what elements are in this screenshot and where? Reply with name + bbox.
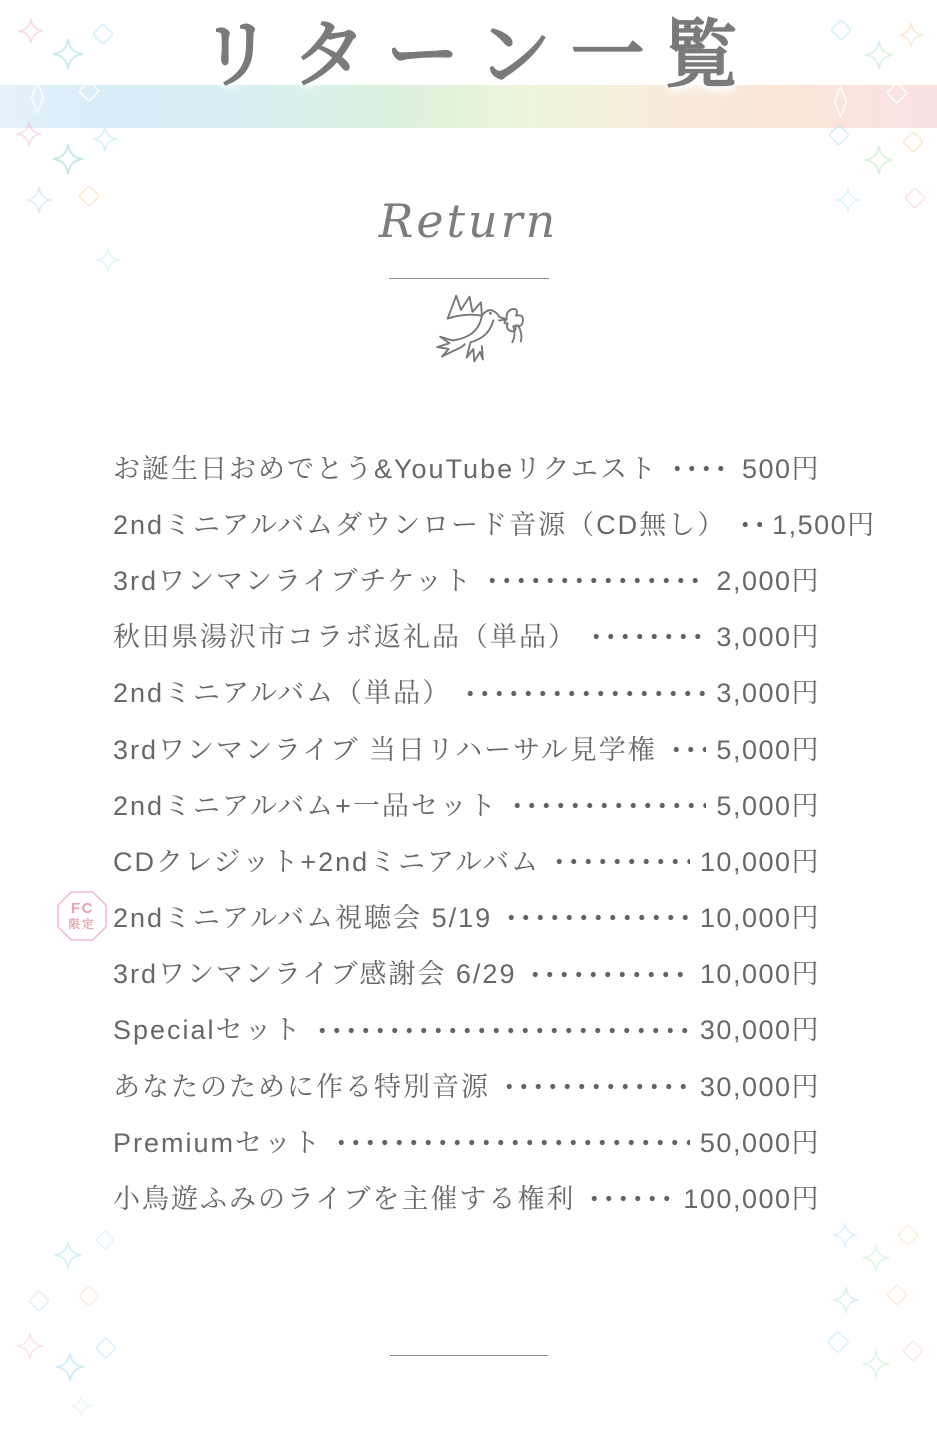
return-item-row <box>68 888 820 944</box>
sparkle-icon <box>862 1350 890 1378</box>
sparkle-icon <box>92 126 118 152</box>
return-item-label: 2ndミニアルバム視聴会 5/19 <box>113 903 493 934</box>
return-item-price: 50,000円 <box>699 1127 820 1158</box>
sparkle-icon <box>76 1283 102 1309</box>
sparkle-icon <box>55 1352 85 1382</box>
heading-divider <box>389 278 549 279</box>
return-item-row <box>113 944 820 1000</box>
return-item-label: Premiumセット <box>113 1127 323 1158</box>
return-item-price: 3,000円 <box>716 678 820 709</box>
sparkle-icon <box>54 1241 82 1269</box>
dove-ribbon-icon <box>432 290 528 368</box>
return-item-price: 500円 <box>741 453 820 484</box>
dotted-leader <box>552 847 690 875</box>
return-item-row <box>113 494 876 550</box>
sparkle-icon <box>862 1244 890 1272</box>
return-item-label: 2ndミニアルバム+一品セット <box>113 790 498 821</box>
return-item-price: 5,000円 <box>716 734 820 765</box>
sparkle-icon <box>895 1222 921 1248</box>
return-item-label: 小鳥遊ふみのライブを主催する権利 <box>113 1184 576 1215</box>
sparkle-icon <box>70 1395 92 1417</box>
return-list <box>68 438 876 1225</box>
sparkle-icon <box>864 145 894 175</box>
dotted-leader <box>528 960 689 988</box>
return-item-row <box>113 607 820 663</box>
page-title: リターン一覧 <box>199 15 758 97</box>
footer-divider <box>390 1355 548 1356</box>
sparkle-icon <box>900 1338 926 1364</box>
dotted-leader <box>738 510 762 538</box>
return-item-price: 3,000円 <box>716 622 820 653</box>
dotted-leader <box>510 791 707 819</box>
fc-badge-subtext: 限定 <box>68 918 96 931</box>
return-item-row <box>113 831 820 887</box>
return-item-price: 2,000円 <box>716 565 820 596</box>
return-item-price: 30,000円 <box>699 1015 820 1046</box>
dotted-leader <box>315 1016 690 1044</box>
sparkle-icon <box>26 1288 52 1314</box>
dotted-leader <box>334 1128 690 1156</box>
return-item-row <box>113 663 820 719</box>
return-item-price: 30,000円 <box>699 1071 820 1102</box>
dotted-leader <box>504 904 690 932</box>
return-item-label: 2ndミニアルバム（単品） <box>113 678 452 709</box>
return-item-row <box>113 1112 820 1168</box>
sparkle-icon <box>93 1228 117 1252</box>
dotted-leader <box>463 679 706 707</box>
return-item-price: 10,000円 <box>699 903 820 934</box>
return-item-label: CDクレジット+2ndミニアルバム <box>113 846 541 877</box>
return-item-row <box>113 1056 820 1112</box>
sparkle-icon <box>884 1282 910 1308</box>
fc-limited-badge <box>56 890 108 942</box>
sparkle-icon <box>52 143 84 175</box>
return-item-price: 5,000円 <box>716 790 820 821</box>
sparkle-icon <box>832 1222 858 1248</box>
return-item-row <box>113 1000 820 1056</box>
return-item-label: 2ndミニアルバムダウンロード音源（CD無し） <box>113 509 727 540</box>
dotted-leader <box>485 566 706 594</box>
return-item-row <box>113 438 820 494</box>
script-heading: Return <box>378 194 559 248</box>
return-item-label: 3rdワンマンライブチケット <box>113 565 473 596</box>
return-item-row <box>113 550 820 606</box>
fc-badge-text: FC <box>71 899 94 917</box>
return-item-label: あなたのために作る特別音源 <box>113 1071 490 1102</box>
return-item-price: 10,000円 <box>699 846 820 877</box>
sparkle-icon <box>16 1332 44 1360</box>
dotted-leader <box>589 623 706 651</box>
return-item-label: Specialセット <box>113 1015 303 1046</box>
sparkle-icon <box>824 1328 852 1356</box>
return-item-price: 10,000円 <box>699 959 820 990</box>
return-item-row <box>113 775 820 831</box>
return-item-price: 1,500円 <box>772 509 876 540</box>
sparkle-icon <box>96 248 120 272</box>
return-item-label: お誕生日おめでとう&YouTubeリクエスト <box>113 453 659 484</box>
return-item-label: 秋田県湯沢市コラボ返礼品（単品） <box>113 622 577 653</box>
return-item-row <box>113 719 820 775</box>
sparkle-icon <box>900 129 926 155</box>
dotted-leader <box>669 735 707 763</box>
dotted-leader <box>502 1072 690 1100</box>
dotted-leader <box>587 1185 673 1213</box>
return-item-price: 100,000円 <box>683 1184 820 1215</box>
return-item-label: 3rdワンマンライブ 当日リハーサル見学権 <box>113 734 657 765</box>
return-item-label: 3rdワンマンライブ感謝会 6/29 <box>113 959 517 990</box>
return-item-row <box>113 1168 820 1224</box>
sparkle-icon <box>93 1335 119 1361</box>
sparkle-icon <box>832 1286 860 1314</box>
dotted-leader <box>670 454 732 482</box>
